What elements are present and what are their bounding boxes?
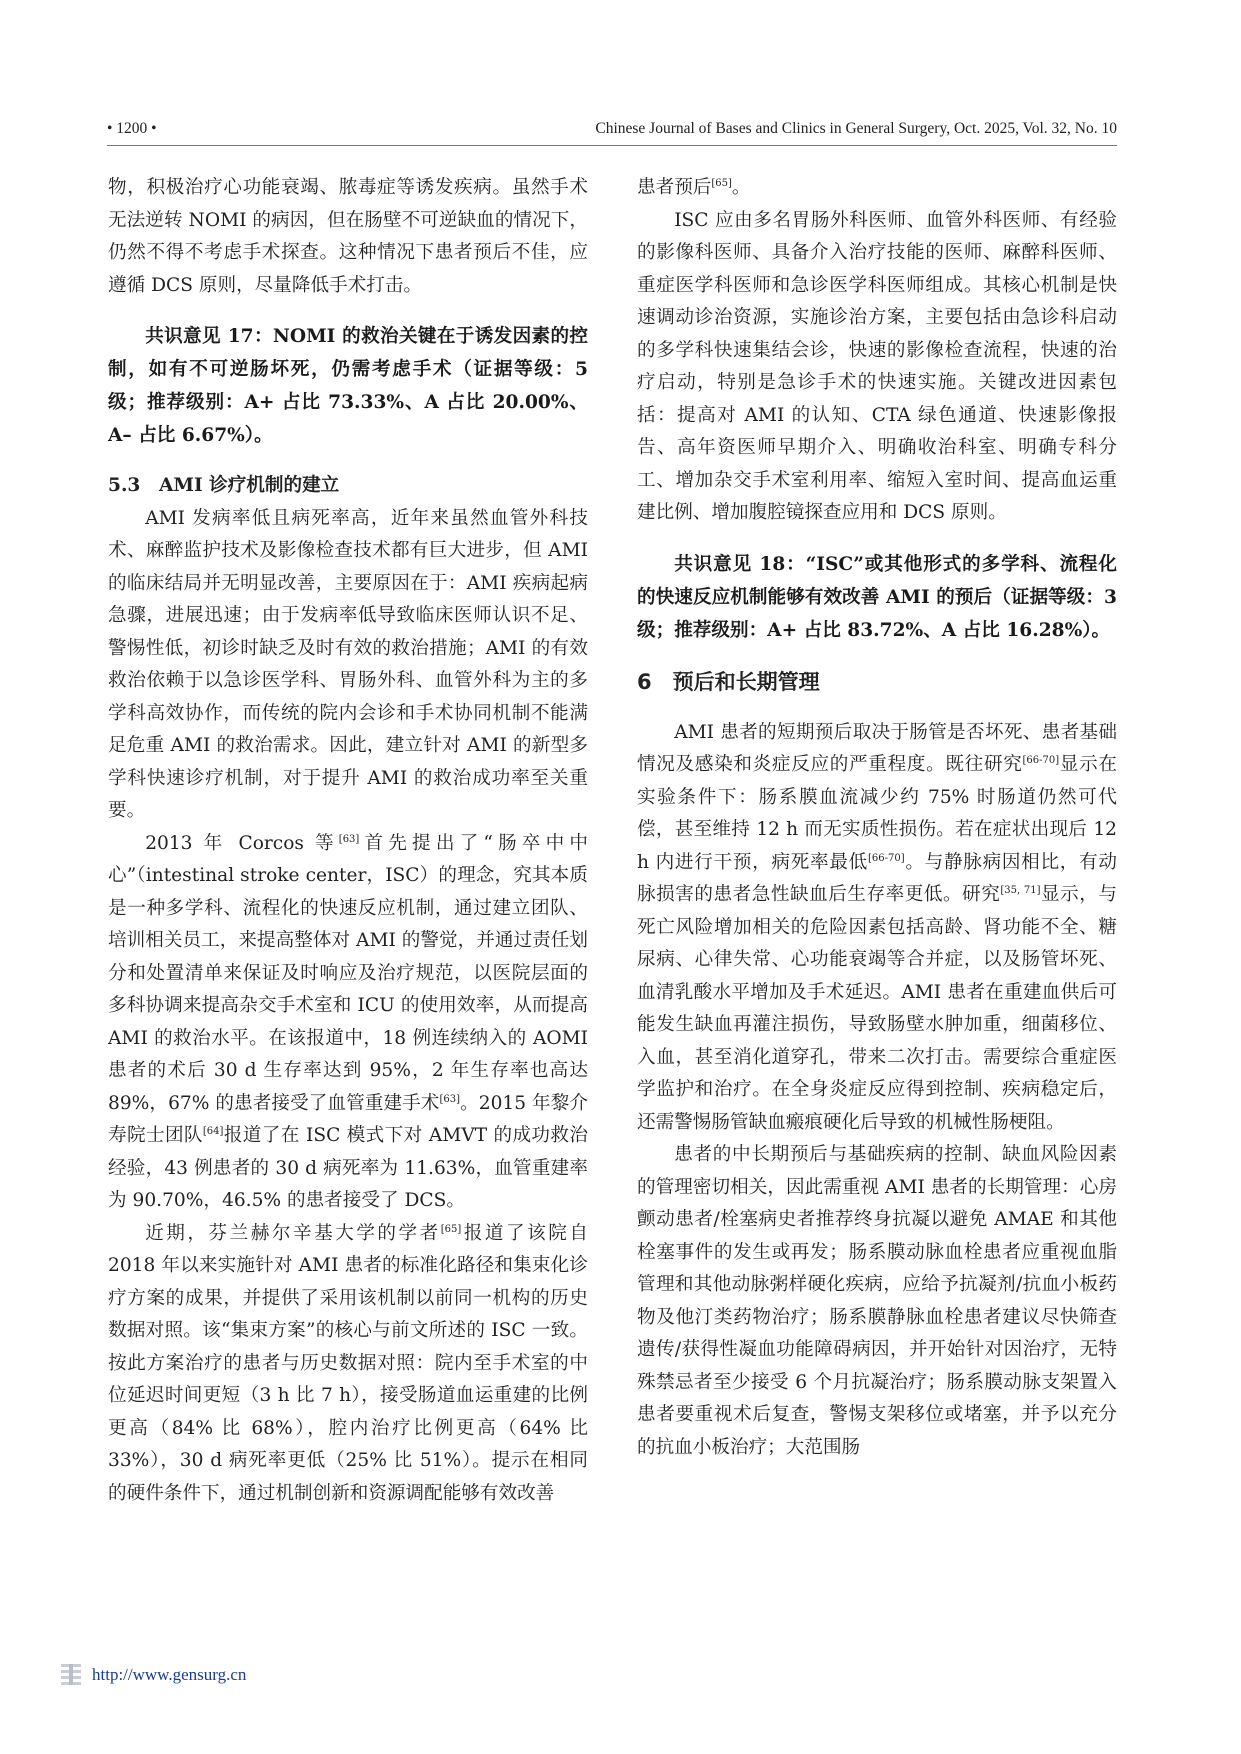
running-header <box>107 118 1117 142</box>
page-footer <box>58 1660 246 1690</box>
paragraph: AMI 患者的短期预后取决于肠管是否坏死、患者基础情况及感染和炎症反应的严重程度。既往研究[66-70]显示在实验条件下：肠系膜血流减少约 75% 时肠道仍然可代偿，甚至维持 12 h 而无实质性损伤。若在症状出现后 12 h 内进行干预，病死率最低[66-70]。与静脉病因相比，有动脉损害的患者急性缺血后生存率更低。研究[35, 71]显示，与死亡风险增加相关的危险因素包括高龄、肾功能不全、糖尿病、心律失常、心功能衰竭等合并症，以及肠管坏死、血清乳酸水平增加及手术延迟。AMI 患者在重建血供后可能发生缺血再灌注损伤，导致肠壁水肿加重，细菌移位、入血，甚至消化道穿孔，带来二次打击。需要综合重症医学监护和治疗。在全身炎症反应得到控制、疾病稳定后，还需警惕肠管缺血瘢痕硬化后导致的机械性肠梗阻。 <box>637 721 1117 1133</box>
paragraph: 近期，芬兰赫尔辛基大学的学者[65]报道了该院自 2018 年以来实施针对 AMI 患者的标准化路径和集束化诊疗方案的成果，并提供了采用该机制以前同一机构的历史数据对照。该“集束方案”的核心与前文所述的 ISC 一致。按此方案治疗的患者与历史数据对照：院内至手术室的中位延迟时间更短（3 h 比 7 h），接受肠道血运重建的比例更高（84% 比 68%），腔内治疗比例更高（64% 比 33%），30 d 病死率更低（25% 比 51%）。提示在相同的硬件条件下，通过机制创新和资源调配能够有效改善 <box>108 1222 588 1504</box>
paragraph: AMI 发病率低且病死率高，近年来虽然血管外科技术、麻醉监护技术及影像检查技术都有巨大进步，但 AMI 的临床结局并无明显改善，主要原因在于：AMI 疾病起病急骤，进展迅速；由于发病率低导致临床医师认识不足、警惕性低，初诊时缺乏及时有效的救治措施；AMI 的有效救治依赖于以急诊医学科、胃肠外科、血管外科为主的多学科高效协作，而传统的院内会诊和手术协同机制不能满足危重 AMI 的救治需求。因此，建立针对 AMI 的新型多学科快速诊疗机制，对于提升 AMI 的救治成功率至关重要。 <box>108 507 588 821</box>
left-column <box>108 172 588 1510</box>
paragraph: 2013 年 Corcos 等[63]首先提出了“肠卒中中心”（intestinal stroke center，ISC）的理念，究其本质是一种多学科、流程化的快速反应机制，通过建立团队、培训相关员工，来提高整体对 AMI 的警觉，并通过责任划分和处置清单来保证及时响应及治疗规范，以医院层面的多科协调来提高杂交手术室和 ICU 的使用效率，从而提高 AMI 的救治水平。在该报道中，18 例连续纳入的 AOMI 患者的术后 30 d 生存率达到 95%，2 年生存率也高达 89%，67% 的患者接受了血管重建手术[63]。2015 年黎介寿院士团队[64]报道了在 ISC 模式下对 AMVT 的成功救治经验，43 例患者的 30 d 病死率为 11.63%，血管重建率为 90.70%，46.5% 的患者接受了 DCS。 <box>108 832 588 1211</box>
paragraph: 患者的中长期预后与基础疾病的控制、缺血风险因素的管理密切相关，因此需重视 AMI 患者的长期管理：心房颤动患者/栓塞病史者推荐终身抗凝以避免 AMAE 和其他栓塞事件的发生或再发；肠系膜动脉血栓患者应重视血脂管理和其他动脉粥样硬化疾病，应给予抗凝剂/抗血小板药物及他汀类药物治疗；肠系膜静脉血栓患者建议尽快筛查遗传/获得性凝血功能障碍病因，并开始针对因治疗，无特殊禁忌者至少接受 6 个月抗凝治疗；肠系膜动脉支架置入患者要重视术后复查，警惕支架移位或堵塞，并予以充分的抗血小板治疗；大范围肠 <box>637 1144 1117 1458</box>
paragraph: 物，积极治疗心功能衰竭、脓毒症等诱发疾病。虽然手术无法逆转 NOMI 的病因，但在肠壁不可逆缺血的情况下，仍然不得不考虑手术探查。这种情况下患者预后不佳，应遵循 DCS 原则，尽量降低手术打击。 <box>108 177 588 296</box>
paragraph: ISC 应由多名胃肠外科医师、血管外科医师、有经验的影像科医师、具备介入治疗技能的医师、麻醉科医师、重症医学科医师和急诊医学科医师组成。其核心机制是快速调动诊治资源，实施诊治方案，主要包括由急诊科启动的多学科快速集结会诊，快速的影像检查流程，快速的治疗启动，特别是急诊手术的快速实施。关键改进因素包括：提高对 AMI 的认知、CTA 绿色通道、快速影像报告、高年资医师早期介入、明确收治科室、明确专科分工、增加杂交手术室利用率、缩短入室时间、提高血运重建比例、增加腹腔镜探查应用和 DCS 原则。 <box>637 209 1117 523</box>
citation-ref[interactable]: [65] <box>711 177 732 189</box>
citation-ref[interactable]: [63] <box>439 1093 460 1105</box>
section-heading-6: 6 预后和长期管理 <box>637 669 820 694</box>
consensus-17: 共识意见 17：NOMI 的救治关键在于诱发因素的控制，如有不可逆肠坏死，仍需考虑手术（证据等级：5 级；推荐级别：A+ 占比 73.33%、A 占比 20.00%、A– 占比 6.67%）。 <box>108 326 588 446</box>
journal-logo-icon <box>58 1662 84 1688</box>
section-heading-5-3: 5.3 AMI 诊疗机制的建立 <box>108 475 340 496</box>
citation-ref[interactable]: [63] <box>338 833 360 845</box>
paragraph: 患者预后[65]。 <box>637 177 751 198</box>
journal-url-link[interactable]: http://www.gensurg.cn <box>92 1665 247 1684</box>
consensus-18: 共识意见 18：“ISC”或其他形式的多学科、流程化的快速反应机制能够有效改善 AMI 的预后（证据等级：3 级；推荐级别：A+ 占比 83.72%、A 占比 16.28%）。 <box>637 553 1117 641</box>
citation-ref[interactable]: [66-70] <box>1022 754 1060 766</box>
citation-ref[interactable]: [65] <box>440 1223 462 1235</box>
page-number: • 1200 • <box>107 120 157 137</box>
right-column <box>637 172 1117 1464</box>
header-divider <box>107 145 1117 146</box>
citation-ref[interactable]: [35, 71] <box>1000 884 1041 896</box>
citation-ref[interactable]: [66-70] <box>867 852 905 864</box>
journal-citation: Chinese Journal of Bases and Clinics in General Surgery, Oct. 2025, Vol. 32, No. 10 <box>595 120 1117 137</box>
citation-ref[interactable]: [64] <box>202 1125 224 1137</box>
